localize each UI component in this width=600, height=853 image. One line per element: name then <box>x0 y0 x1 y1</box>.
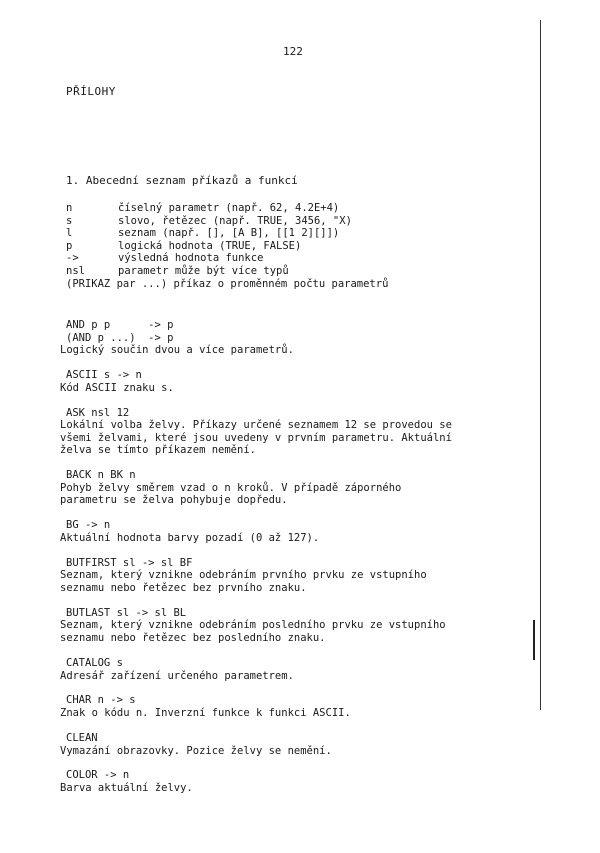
legend-symbol: p <box>66 239 73 252</box>
command-syntax: CHAR n -> s <box>66 694 136 707</box>
command-description: parametru se želva pohybuje dopředu. <box>60 494 288 507</box>
chapter-heading: PŘÍLOHY <box>66 85 116 98</box>
page-edge-mark <box>533 620 535 660</box>
legend-row <box>66 202 536 215</box>
command-entry <box>60 469 534 507</box>
command-description: Znak o kódu n. Inverzní funkce k funkci ASCII. <box>60 707 351 720</box>
legend-text: slovo, řetězec (např. TRUE, 3456, "X) <box>118 214 352 227</box>
command-syntax: BACK n BK n <box>66 469 136 482</box>
command-description: seznamu nebo řetězec bez prvního znaku. <box>60 581 307 594</box>
legend-row <box>66 227 536 240</box>
command-description: Lokální volba želvy. Příkazy určené seznamem 12 se provedou se <box>60 419 452 432</box>
legend-text: výsledná hodnota funkce <box>118 252 264 265</box>
command-description: seznamu nebo řetězec bez posledního znaku. <box>60 632 326 645</box>
legend-symbol: s <box>66 214 73 227</box>
command-description: Aktuální hodnota barvy pozadí (0 až 127). <box>60 531 320 544</box>
legend-symbol: -> <box>66 252 79 265</box>
command-entry <box>60 694 534 719</box>
command-description: Pohyb želvy směrem vzad o n kroků. V případě záporného <box>60 481 402 494</box>
command-entry <box>60 732 534 757</box>
legend-symbol: nsl <box>66 264 85 277</box>
legend-row <box>66 252 536 265</box>
command-description: Logický součin dvou a více parametrů. <box>60 344 294 357</box>
legend-text: seznam (např. [], [A B], [[1 2][]]) <box>118 227 340 240</box>
command-syntax: ASK nsl 12 <box>66 406 130 419</box>
command-entry <box>60 369 534 394</box>
command-syntax: CATALOG s <box>66 656 123 669</box>
legend-text: číselný parametr (např. 62, 4.2E+4) <box>118 202 340 214</box>
command-entry <box>60 607 534 645</box>
page-edge-line <box>540 20 541 710</box>
command-syntax: BG -> n <box>66 519 111 532</box>
command-description: želva se tímto příkazem nemění. <box>60 444 256 457</box>
command-syntax: (AND p ...) -> p <box>66 331 174 344</box>
legend-row <box>66 265 536 278</box>
command-syntax: AND p p -> p <box>66 319 174 331</box>
legend-row <box>66 240 536 253</box>
command-list <box>60 319 534 807</box>
legend-symbol: n <box>66 202 73 214</box>
command-description: Seznam, který vznikne odebráním prvního prvku ze vstupního <box>60 569 427 582</box>
notation-legend <box>66 202 536 290</box>
command-syntax: CLEAN <box>66 731 98 744</box>
command-description: Adresář zařízení určeného parametrem. <box>60 669 294 682</box>
command-syntax: ASCII s -> n <box>66 369 142 382</box>
page-number: 122 <box>283 45 303 58</box>
command-description: Vymazání obrazovky. Pozice želvy se nemění. <box>60 744 332 757</box>
command-entry <box>60 557 534 595</box>
command-entry <box>60 769 534 794</box>
command-description: Barva aktuální želvy. <box>60 782 193 794</box>
legend-text: parametr může být více typů <box>118 264 289 277</box>
command-syntax: BUTLAST sl -> sl BL <box>66 606 187 619</box>
command-description: Kód ASCII znaku s. <box>60 381 174 394</box>
command-entry <box>60 407 534 457</box>
legend-text: logická hodnota (TRUE, FALSE) <box>118 239 302 252</box>
legend-row <box>66 215 536 228</box>
command-description: Seznam, který vznikne odebráním posledního prvku ze vstupního <box>60 619 446 632</box>
command-syntax: BUTFIRST sl -> sl BF <box>66 556 193 569</box>
command-entry <box>60 657 534 682</box>
section-title: 1. Abecední seznam příkazů a funkcí <box>66 174 298 187</box>
command-entry <box>60 519 534 544</box>
command-syntax: COLOR -> n <box>66 769 130 782</box>
command-description: všemi želvami, které jsou uvedeny v prvním parametru. Aktuální <box>60 431 452 444</box>
legend-symbol: l <box>66 227 73 240</box>
legend-extra: (PRIKAZ par ...) příkaz o proměnném počtu parametrů <box>66 277 389 290</box>
command-entry <box>60 319 534 357</box>
